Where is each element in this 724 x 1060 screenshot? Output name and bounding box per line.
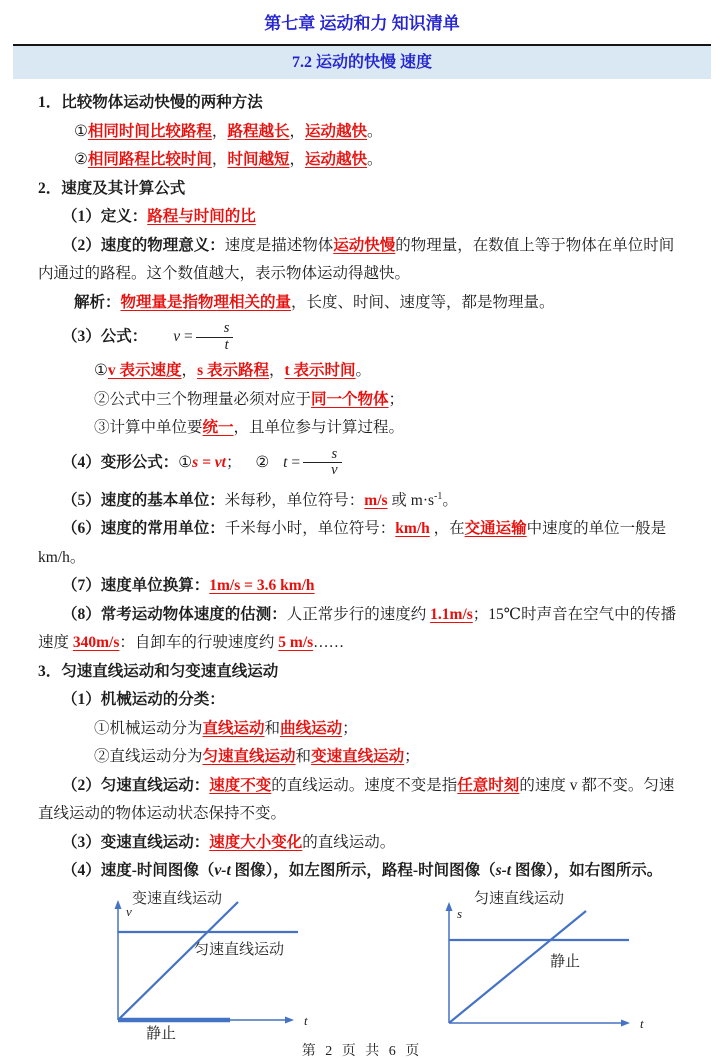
punct: ，: [289, 151, 305, 168]
circled-num: ②: [94, 748, 110, 766]
y-axis-label: v: [126, 903, 132, 919]
text-run: 和: [264, 719, 281, 737]
fraction-denominator: t: [224, 336, 229, 353]
section-banner: [13, 44, 711, 79]
text-run: 中速度的单位一般是 km/h。: [38, 520, 667, 566]
page-number: 第 2 页 共 6 页: [301, 1043, 423, 1059]
highlight: 运动越快: [304, 122, 367, 140]
highlight: m/s: [364, 491, 388, 509]
highlight: 统一: [202, 419, 234, 436]
unit-conversion-line: [38, 572, 686, 601]
text-run: 米每秒，单位符号：: [224, 491, 365, 509]
y-axis-arrow-icon: [115, 900, 122, 909]
circled-num: ①: [94, 719, 110, 737]
highlight: 路程越长: [227, 122, 290, 140]
highlight: t 表示时间: [284, 362, 356, 379]
label: （2）速度的物理意义：: [62, 236, 225, 254]
graphs-row: [90, 890, 686, 1040]
punct: ，: [289, 122, 305, 140]
formula-red: s = vt: [192, 453, 226, 471]
equals-sign: =: [291, 453, 301, 471]
heading-1: 1．比较物体运动快慢的两种方法: [38, 94, 263, 111]
highlight: 1m/s = 3.6 km/h: [209, 577, 315, 595]
highlight: 直线运动: [202, 719, 265, 737]
st-graph-figure: [424, 890, 674, 1040]
punct: ，: [211, 122, 228, 140]
highlight: 速度大小变化: [209, 833, 303, 851]
text-run: 和: [295, 748, 312, 766]
method-line-1: [38, 118, 686, 147]
highlight: 变速直线运动: [311, 748, 405, 766]
equals-sign: =: [184, 328, 193, 345]
text-run: ，长度、时间、速度等，都是物理量。: [291, 293, 555, 311]
fraction-denominator: v: [331, 462, 338, 479]
punct: ，: [211, 151, 228, 168]
heading-3: 3．匀速直线运动和匀变速直线运动: [38, 662, 279, 680]
highlight: 曲线运动: [280, 719, 343, 737]
text-run: 的直线运动。: [302, 833, 396, 851]
formula-note-1: [38, 357, 686, 386]
formula-note-3: [38, 414, 686, 443]
x-axis-arrow-icon: [621, 1019, 630, 1026]
text-run: 直线运动分为: [109, 748, 203, 766]
x-axis-arrow-icon: [285, 1016, 294, 1023]
circled-num: ①: [94, 362, 108, 379]
highlight: 相同时间比较路程: [87, 122, 212, 140]
fraction-numerator: s: [196, 321, 234, 338]
text-run: 的物理量，在数值上等于物体在单位时间内通过的路程。这个数值越大，表示物体运动得越快。: [38, 236, 675, 282]
label: （2）匀速直线运动：: [62, 776, 210, 794]
circled-num: ②: [94, 390, 110, 408]
section-banner-text: 7.2 运动的快慢 速度: [291, 54, 432, 71]
formula-var: v: [173, 328, 181, 345]
derived-formula-line: [38, 443, 686, 483]
text-run: 的直线运动。速度不变是指: [271, 776, 458, 794]
text-run: ，在: [429, 520, 465, 538]
text-run: 机械运动分为: [109, 719, 203, 737]
highlight: 路程与时间的比: [147, 208, 256, 225]
label: 图像），如左图所示，路程-时间图像（: [230, 862, 496, 880]
superscript: -1: [434, 490, 443, 502]
label: （7）速度单位换算：: [62, 577, 210, 595]
highlight: 交通运输: [464, 520, 527, 538]
highlight: 5 m/s: [278, 634, 314, 652]
label: （3）变速直线运动：: [62, 833, 210, 851]
label: 图像），如右图所示。: [511, 862, 663, 880]
text-run: 的速度 v 都不变。匀速直线运动的物体运动状态保持不变。: [38, 776, 675, 823]
highlight: 相同路程比较时间: [87, 151, 212, 168]
classification-note-2: [38, 743, 686, 772]
text-run: 公式中三个物理量必须对应于: [109, 390, 312, 408]
vt-bottom-label: 静止: [146, 1025, 177, 1040]
circled-num: ②: [74, 151, 88, 168]
label: （4）变形公式：: [62, 453, 179, 471]
punct: ，: [181, 362, 198, 379]
formula-note-2: [38, 386, 686, 415]
text-run: 人正常步行的速度约: [286, 605, 431, 623]
circled-num: ②: [255, 453, 270, 471]
punct: ，: [268, 362, 285, 379]
vt-graph-figure: [90, 890, 340, 1040]
x-axis-label: t: [640, 1015, 644, 1031]
highlight: 时间越短: [227, 151, 290, 168]
vt-mid-label: 匀速直线运动: [194, 941, 285, 958]
common-unit-line: [38, 515, 686, 572]
x-axis-label: t: [304, 1012, 308, 1028]
highlight: km/h: [395, 520, 430, 538]
text-run: ；15℃时声音在空气中的传播速度: [38, 605, 677, 652]
highlight: v 表示速度: [107, 362, 182, 379]
classification-note-1: [38, 715, 686, 744]
varied-speed-line: [118, 902, 238, 1020]
punct: 。: [366, 151, 383, 168]
text-run: ：自卸车的行驶速度约: [119, 634, 279, 652]
highlight: 运动快慢: [333, 236, 396, 254]
highlight: 1.1m/s: [430, 605, 473, 623]
highlight: 任意时刻: [457, 776, 520, 794]
heading-2: 2．速度及其计算公式: [38, 179, 186, 197]
highlight: 匀速直线运动: [202, 748, 296, 766]
y-axis-arrow-icon: [446, 902, 453, 911]
label: 解析：: [74, 293, 121, 311]
vt-top-label: 变速直线运动: [132, 890, 223, 907]
label: （1）定义：: [62, 208, 148, 225]
highlight: s 表示路程: [197, 362, 269, 379]
punct: ；: [388, 390, 405, 408]
doc-title: 第七章 运动和力 知识清单: [264, 14, 460, 33]
highlight: 340m/s: [72, 634, 120, 652]
graphs-intro-line: [38, 857, 686, 886]
basic-unit-line: [38, 483, 686, 516]
y-axis-label: s: [457, 905, 463, 921]
label: （5）速度的基本单位：: [62, 491, 225, 509]
classification-heading: （1）机械运动的分类：: [62, 691, 225, 709]
punct: ；: [404, 748, 420, 766]
label: （8）常考运动物体速度的估测：: [62, 605, 287, 623]
method-line-2: [38, 146, 686, 175]
highlight: 物理量是指物理相关的量: [120, 293, 292, 311]
text-run: 速度是描述物体: [224, 236, 334, 254]
circled-num: ①: [178, 453, 193, 471]
highlight: 速度不变: [209, 776, 272, 794]
speed-estimate-paragraph: [38, 601, 686, 658]
punct: 。: [355, 362, 372, 379]
label: （3）公式：: [62, 328, 148, 345]
label: （4）速度-时间图像（: [62, 862, 215, 880]
analysis-line: [38, 289, 686, 318]
formula-var: v-t: [214, 862, 231, 880]
st-top-label: 匀速直线运动: [474, 890, 565, 907]
st-mid-label: 静止: [550, 953, 581, 970]
punct: ；: [342, 719, 358, 737]
punct: 。: [366, 122, 383, 140]
formula-line: [38, 317, 686, 357]
uniform-motion-paragraph: [38, 772, 686, 829]
fraction: [303, 447, 341, 480]
definition-line: [38, 203, 686, 232]
text-run: 或 m·s: [387, 491, 435, 509]
fraction: [196, 321, 234, 354]
punct: 。: [442, 491, 458, 509]
formula-var: s-t: [495, 862, 512, 880]
punct: ；: [225, 453, 242, 471]
fraction-numerator: s: [303, 447, 341, 464]
punct: ……: [313, 634, 345, 652]
highlight: 运动越快: [304, 151, 367, 168]
circled-num: ③: [94, 419, 110, 436]
circled-num: ①: [74, 122, 88, 140]
text-run: ，且单位参与计算过程。: [233, 419, 405, 436]
meaning-paragraph: [38, 232, 686, 289]
highlight: 同一个物体: [311, 390, 389, 408]
text-run: 千米每小时，单位符号：: [224, 520, 396, 538]
text-run: 计算中单位要: [109, 419, 203, 436]
formula-var: t: [283, 453, 288, 471]
varied-motion-line: [38, 829, 686, 858]
label: （6）速度的常用单位：: [62, 520, 225, 538]
